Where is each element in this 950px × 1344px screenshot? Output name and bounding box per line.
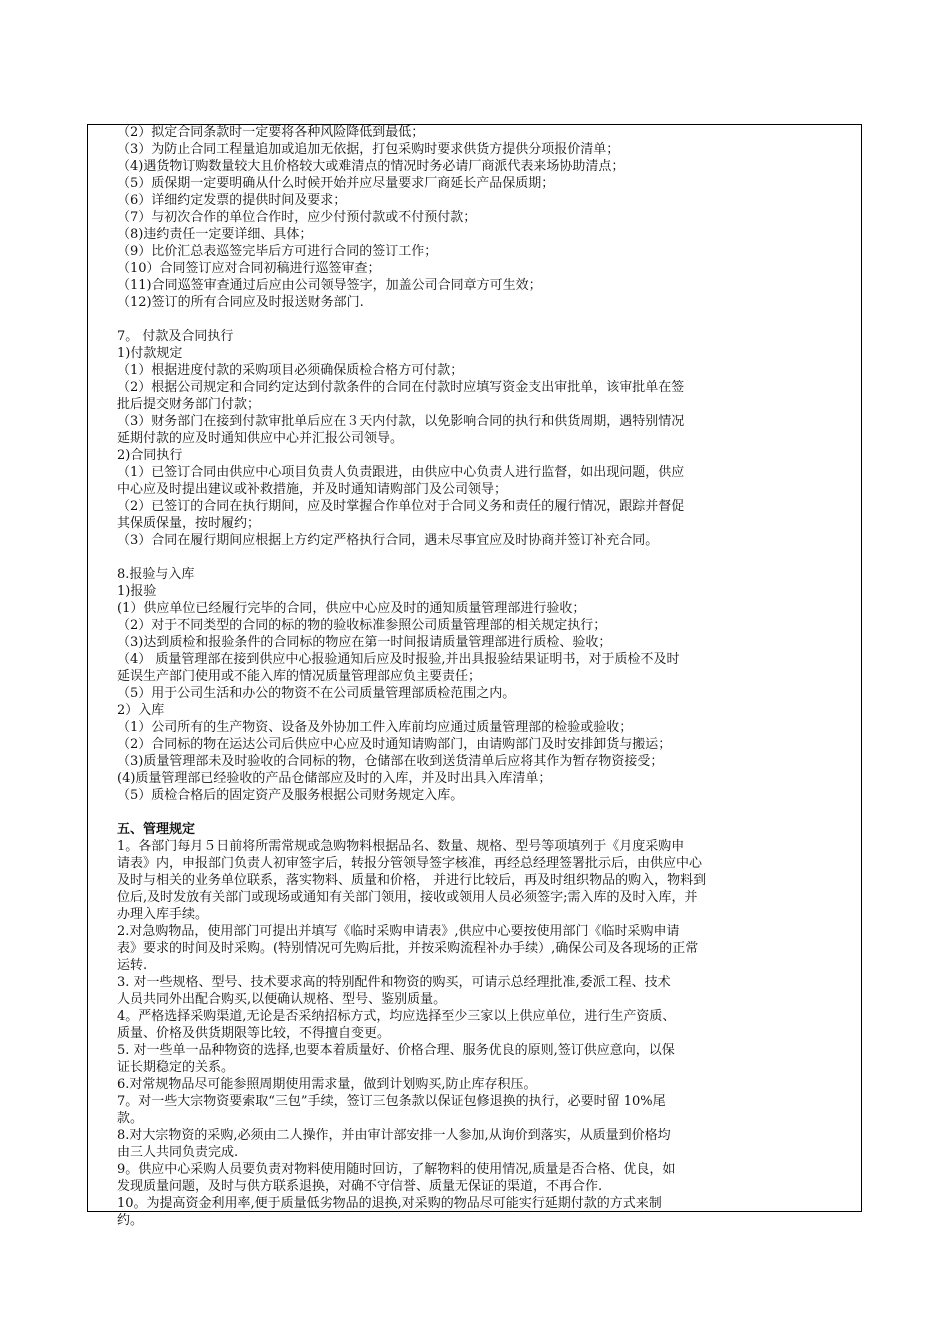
text-line: （1）根据进度付款的采购项目必须确保质检合格方可付款； — [117, 363, 464, 378]
text-line: （7）与初次合作的单位合作时，应少付预付款或不付预付款； — [117, 210, 477, 225]
text-line: （5）用于公司生活和办公的物资不在公司质量管理部质检范围之内。 — [117, 686, 516, 701]
text-line: 6.对常规物品尽可能参照周期使用需求量，做到计划购买,防止库存积压。 — [117, 1077, 537, 1092]
text-line: 批后提交财务部门付款； — [117, 397, 261, 412]
text-line: 发现质量问题，及时与供方联系退换，对确不守信誉、质量无保证的渠道，不再合作. — [117, 1179, 603, 1194]
text-line: （3）财务部门在接到付款审批单后应在３天内付款，以免影响合同的执行和供货周期，遇特别情况 — [117, 414, 685, 429]
text-line: （4） 质量管理部在接到供应中心报验通知后应及时报验,并出具报验结果证明书，对于质检不及时 — [117, 652, 680, 667]
section-title: 五、管理规定 — [117, 822, 196, 837]
text-line: （2）拟定合同条款时一定要将各种风险降低到最低； — [117, 125, 425, 140]
text-line: （11)合同巡签审查通过后应由公司领导签字，加盖公司合同章方可生效； — [117, 278, 542, 293]
text-line: （2）根据公司规定和合同约定达到付款条件的合同在付款时应填写资金支出审批单，该审批单在签 — [117, 380, 685, 395]
management-rules — [117, 838, 857, 1229]
text-line: 2.对急购物品，使用部门可提出并填写《临时采购申请表》,供应中心要按使用部门《临时采购申请 — [117, 924, 680, 939]
text-line: 延误生产部门使用或不能入库的情况质量管理部应负主要责任； — [117, 669, 482, 684]
text-line: （6）详细约定发票的提供时间及要求； — [117, 193, 347, 208]
text-line: 约。 — [117, 1213, 144, 1228]
text-line: （2）已签订的合同在执行期间，应及时掌握合作单位对于合同义务和责任的履行情况，跟踪并督促 — [117, 499, 685, 514]
text-line: （8)违约责任一定要详细、具体； — [117, 227, 313, 242]
text-line: 由三人共同负责完成. — [117, 1145, 239, 1160]
text-line: （9）比价汇总表巡签完毕后方可进行合同的签订工作； — [117, 244, 438, 259]
text-line: 7。对一些大宗物资要索取“三包”手续，签订三包条款以保证包修退换的执行，必要时留 10%尾 — [117, 1094, 666, 1109]
text-line: （1）公司所有的生产物资、设备及外协加工件入库前均应通过质量管理部的检验或验收； — [117, 720, 633, 735]
text-line: (1）供应单位已经履行完毕的合同，供应中心应及时的通知质量管理部进行验收； — [117, 601, 586, 616]
text-line: 3. 对一些规格、型号、技术要求高的特别配件和物资的购买，可请示总经理批准,委派工程、技术 — [117, 975, 671, 990]
text-line: 4。严格选择采购渠道,无论是否采纳招标方式，均应选择至少三家以上供应单位，进行生产资质、 — [117, 1009, 676, 1024]
text-line: （10）合同签订应对合同初稿进行巡签审查； — [117, 261, 381, 276]
text-line: 其保质保量，按时履约； — [117, 516, 261, 531]
text-line: 8.报验与入库 — [117, 567, 195, 582]
text-line: 办理入库手续。 — [117, 907, 209, 922]
text-line: 中心应及时提出建议或补救措施，并及时通知请购部门及公司领导； — [117, 482, 508, 497]
text-line: （5）质检合格后的固定资产及服务根据公司财务规定入库。 — [117, 788, 464, 803]
document-body — [117, 124, 857, 1229]
text-line: （3)达到质检和报验条件的合同标的物应在第一时间报请质量管理部进行质检、验收； — [117, 635, 612, 650]
text-line: 表》要求的时间及时采购。(特别情况可先购后批，并按采购流程补办手续）,确保公司及各现场的正常 — [117, 941, 699, 956]
text-line: (4)质量管理部已经验收的产品仓储部应及时的入库，并及时出具入库清单； — [117, 771, 552, 786]
text-line: 请表》内，申报部门负责人初审签字后，转报分管领导签字核准，再经总经理签署批示后，由供应中心 — [117, 856, 703, 871]
text-line: （3）合同在履行期间应根据上方约定严格执行合同，遇未尽事宜应及时协商并签订补充合同。 — [117, 533, 659, 548]
text-line: 位后,及时发放有关部门或现场或通知有关部门领用，接收或领用人员必须签字;需入库的及时入库，并 — [117, 890, 698, 905]
text-line: （3)质量管理部未及时验收的合同标的物，仓储部在收到送货清单后应将其作为暂存物资接受； — [117, 754, 664, 769]
text-line: 2)合同执行 — [117, 448, 183, 463]
payment-section — [117, 328, 857, 549]
text-line: （12)签订的所有合同应及时报送财务部门. — [117, 295, 364, 310]
text-line: （4)遇货物订购数量较大且价格较大或难清点的情况时务必请厂商派代表来场协助清点； — [117, 159, 625, 174]
text-line: 5. 对一些单一品种物资的选择,也要本着质量好、价格合理、服务优良的原则,签订供应意向，以保 — [117, 1043, 675, 1058]
text-line: 1)付款规定 — [117, 346, 183, 361]
text-line: 延期付款的应及时通知供应中心并汇报公司领导。 — [117, 431, 404, 446]
text-line: 质量、价格及供货期限等比较，不得擅自变更。 — [117, 1026, 391, 1041]
text-line: 证长期稳定的关系。 — [117, 1060, 235, 1075]
text-line: （2）合同标的物在运达公司后供应中心应及时通知请购部门，由请购部门及时安排卸货与搬运； — [117, 737, 672, 752]
text-line: 2）入库 — [117, 703, 165, 718]
text-line: 8.对大宗物资的采购,必须由二人操作，并由审计部安排一人参加,从询价到落实，从质量到价格均 — [117, 1128, 671, 1143]
text-line: （3）为防止合同工程量追加或追加无依据，打包采购时要求供货方提供分项报价清单； — [117, 142, 620, 157]
text-line: （1）已签订合同由供应中心项目负责人负责跟进，由供应中心负责人进行监督，如出现问题，供应 — [117, 465, 685, 480]
contract-terms-list — [117, 124, 857, 311]
text-line: 1。各部门每月５日前将所需常规或急购物料根据品名、数量、规格、型号等项填列于《月度采购申 — [117, 839, 685, 854]
text-line: 及时与相关的业务单位联系，落实物料、质量和价格， 并进行比较后，再及时组织物品的购入，物料到 — [117, 873, 707, 888]
text-line: 7。 付款及合同执行 — [117, 329, 234, 344]
text-line: （5）质保期一定要明确从什么时候开始并应尽量要求厂商延长产品保质期； — [117, 176, 555, 191]
text-line: （2）对于不同类型的合同的标的物的验收标准参照公司质量管理部的相关规定执行； — [117, 618, 607, 633]
text-line: 款。 — [117, 1111, 144, 1126]
text-line: 1)报验 — [117, 584, 157, 599]
inspection-section — [117, 566, 857, 804]
text-line: 10。为提高资金利用率,便于质量低劣物品的退换,对采购的物品尽可能实行延期付款的方式来制 — [117, 1196, 662, 1211]
text-line: 9。供应中心采购人员要负责对物料使用随时回访，了解物料的使用情况,质量是否合格、优良，如 — [117, 1162, 676, 1177]
text-line: 运转. — [117, 958, 148, 973]
text-line: 人员共同外出配合购买,以便确认规格、型号、鉴别质量。 — [117, 992, 447, 1007]
